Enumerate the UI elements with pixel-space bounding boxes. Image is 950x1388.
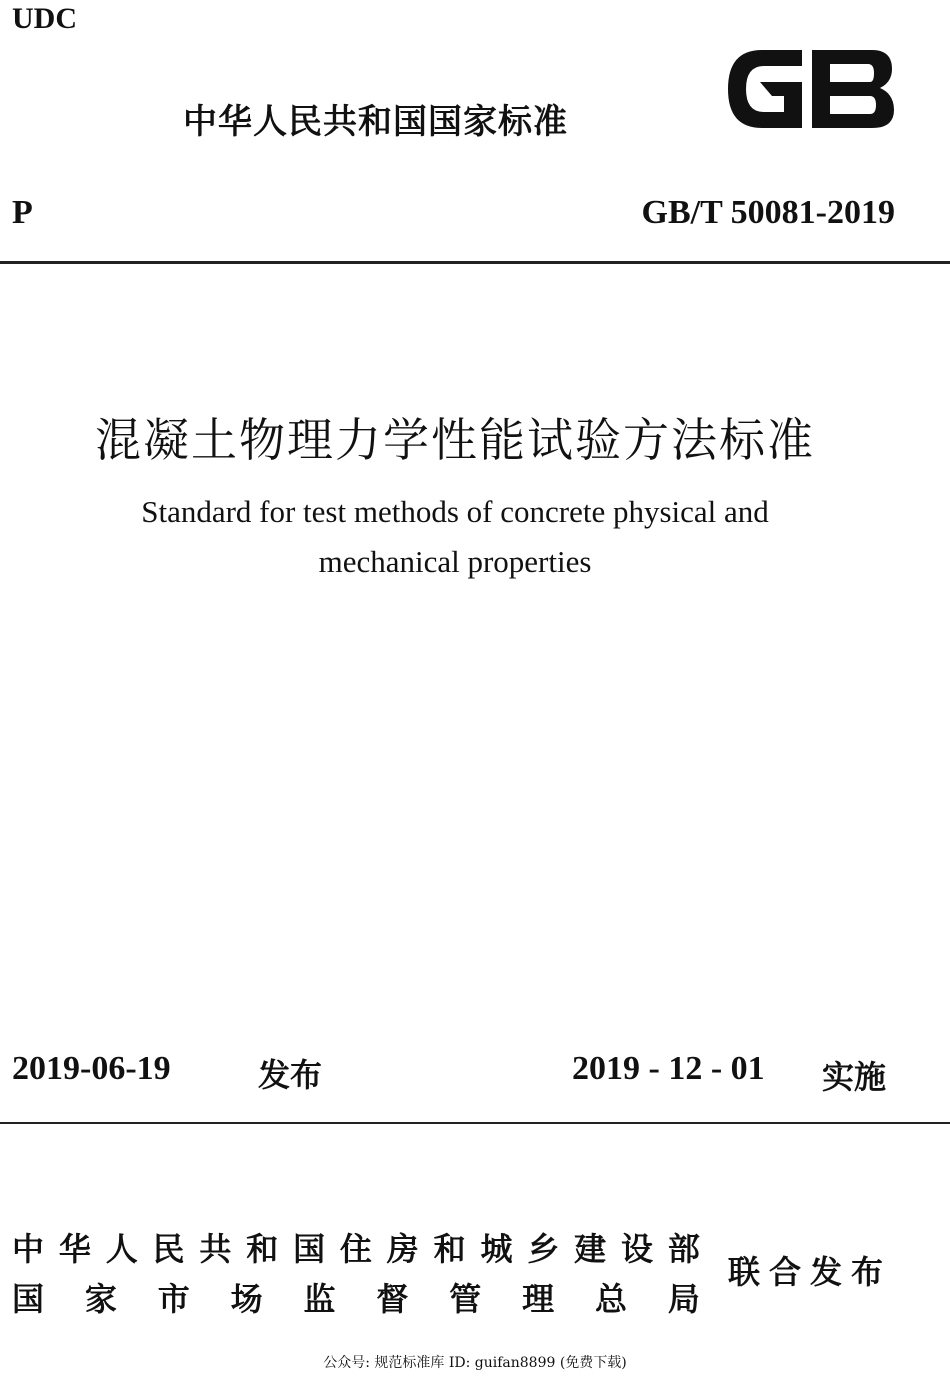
issuer-char: 和	[433, 1230, 466, 1268]
issuer-char: 国	[12, 1280, 45, 1318]
issuer-char: 城	[480, 1230, 513, 1268]
title-chinese: 混凝土物理力学性能试验方法标准	[95, 413, 815, 467]
issuer-char: 乡	[527, 1230, 560, 1268]
top-divider	[0, 261, 950, 264]
issuer-char: 建	[574, 1230, 607, 1268]
standard-number: GB/T 50081-2019	[641, 194, 895, 231]
issuer-char: 理	[522, 1280, 555, 1318]
issuer-char: 人	[105, 1230, 138, 1268]
implement-date: 2019 - 12 - 01	[572, 1050, 765, 1087]
gb-logo	[722, 44, 897, 134]
issuer-char: 设	[620, 1230, 653, 1268]
issuer-char: 管	[449, 1280, 482, 1318]
issuer-char: 房	[386, 1230, 419, 1268]
issuer-char: 和	[246, 1230, 279, 1268]
udc-label: UDC	[12, 2, 77, 35]
title-english-line2: mechanical properties	[318, 544, 592, 579]
title-english-line1: Standard for test methods of concrete physical and	[141, 494, 769, 529]
national-standard-heading: 中华人民共和国国家标准	[183, 102, 568, 142]
publish-label: 发布	[258, 1056, 323, 1094]
issuer-char: 住	[339, 1230, 372, 1268]
issuer-char: 部	[667, 1230, 700, 1268]
bottom-divider	[0, 1122, 950, 1124]
issuer-char: 国	[293, 1230, 326, 1268]
implement-label: 实施	[822, 1058, 887, 1096]
issuer-char: 华	[58, 1230, 91, 1268]
category-code: P	[12, 194, 33, 231]
issuer-char: 家	[84, 1280, 117, 1318]
issuer-char: 民	[152, 1230, 185, 1268]
issuer-char: 市	[157, 1280, 190, 1318]
issuer-ministry	[12, 1224, 700, 1270]
issuer-char: 中	[12, 1230, 45, 1268]
issuer-char: 场	[230, 1280, 263, 1318]
issuer-market-regulation	[12, 1274, 700, 1320]
issuer-char: 总	[595, 1280, 628, 1318]
publish-date: 2019-06-19	[12, 1050, 171, 1087]
issuer-char: 督	[376, 1280, 409, 1318]
issuer-char: 局	[667, 1280, 700, 1318]
issuer-char: 共	[199, 1230, 232, 1268]
watermark-text: 公众号: 规范标准库 ID: guifan8899 (免费下载)	[323, 1355, 627, 1371]
issuer-char: 监	[303, 1280, 336, 1318]
joint-issue-label: 联合发布	[728, 1253, 893, 1291]
